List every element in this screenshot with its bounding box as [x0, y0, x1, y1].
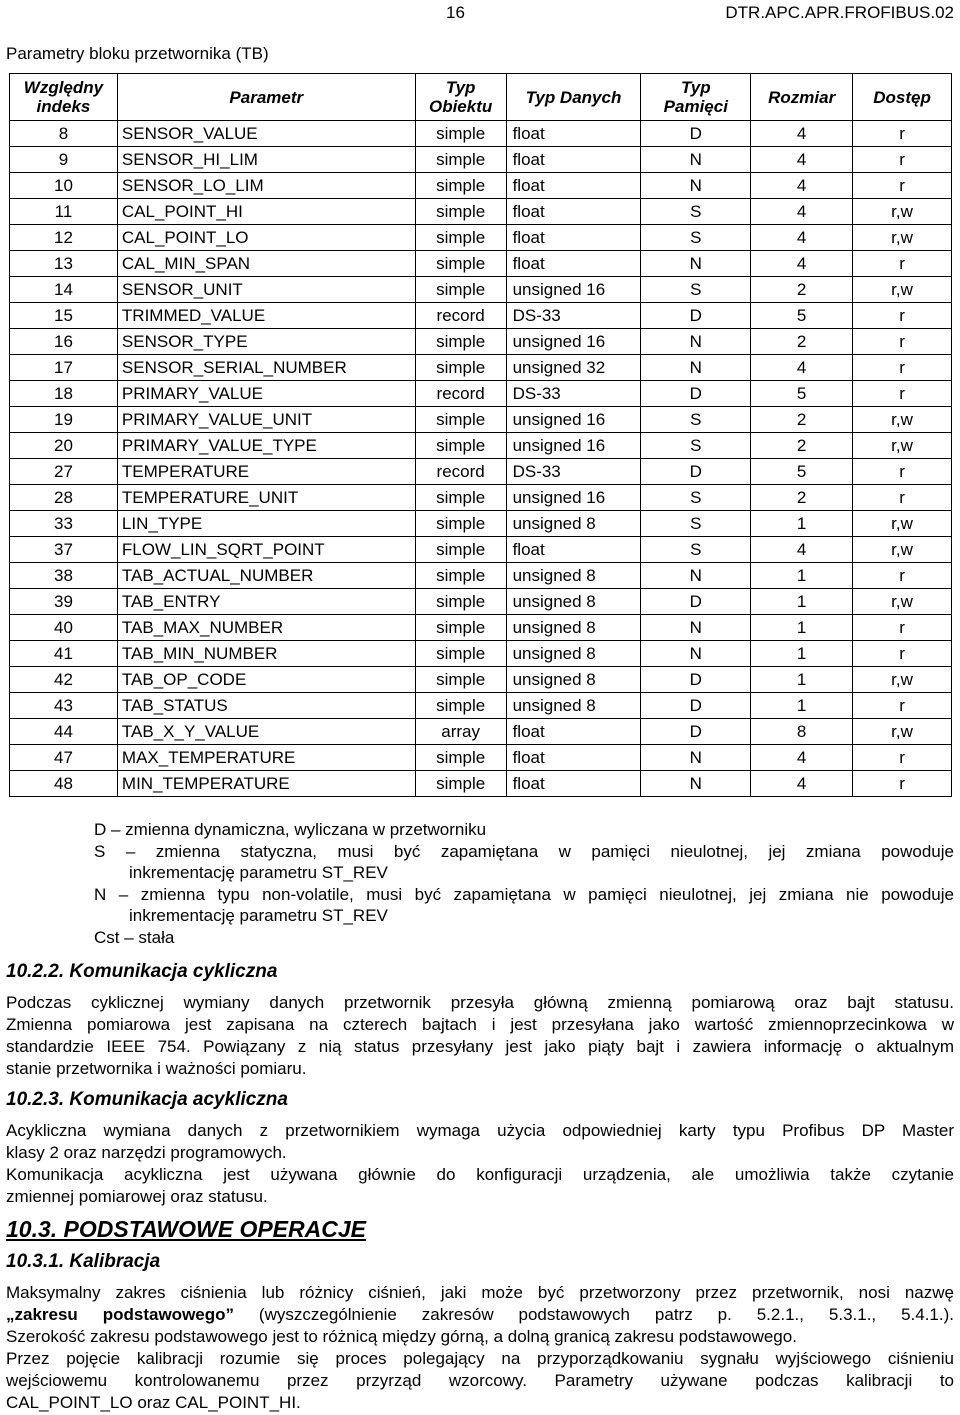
cell-index: 48 — [10, 771, 118, 797]
cell-parameter: LIN_TYPE — [117, 511, 415, 537]
cell-parameter: FLOW_LIN_SQRT_POINT — [117, 537, 415, 563]
table-row — [10, 225, 952, 251]
cell-memory-type: S — [641, 485, 751, 511]
cell-parameter: SENSOR_SERIAL_NUMBER — [117, 355, 415, 381]
cell-object-type: simple — [415, 147, 506, 173]
table-row — [10, 485, 952, 511]
cell-size: 4 — [751, 225, 853, 251]
cell-object-type: simple — [415, 251, 506, 277]
cell-parameter: TAB_STATUS — [117, 693, 415, 719]
cell-index: 37 — [10, 537, 118, 563]
table-row — [10, 641, 952, 667]
table-row — [10, 433, 952, 459]
cell-index: 42 — [10, 667, 118, 693]
cell-data-type: unsigned 16 — [506, 433, 641, 459]
cell-index: 11 — [10, 199, 118, 225]
cell-memory-type: D — [641, 459, 751, 485]
cell-memory-type: S — [641, 511, 751, 537]
cell-object-type: simple — [415, 355, 506, 381]
cell-memory-type: N — [641, 355, 751, 381]
cell-data-type: unsigned 8 — [506, 641, 641, 667]
cell-object-type: simple — [415, 485, 506, 511]
cell-size: 1 — [751, 641, 853, 667]
cell-memory-type: N — [641, 251, 751, 277]
cell-index: 14 — [10, 277, 118, 303]
cell-access: r — [853, 303, 952, 329]
cell-data-type: DS-33 — [506, 459, 641, 485]
table-row — [10, 745, 952, 771]
cell-data-type: float — [506, 251, 641, 277]
cell-size: 2 — [751, 407, 853, 433]
table-row — [10, 771, 952, 797]
cell-object-type: simple — [415, 225, 506, 251]
page-number: 16 — [446, 3, 465, 22]
cell-index: 40 — [10, 615, 118, 641]
cell-parameter: TAB_ACTUAL_NUMBER — [117, 563, 415, 589]
cell-object-type: simple — [415, 745, 506, 771]
cell-index: 47 — [10, 745, 118, 771]
legend-s: S – zmienna statyczna, musi być zapamiętana w pamięci nieulotnej, jej zmiana powoduje — [94, 842, 954, 861]
cell-size: 4 — [751, 771, 853, 797]
cell-access: r — [853, 173, 952, 199]
paragraph-calibration: Maksymalny zakres ciśnienia lub różnicy ciśnień, jaki może być przetworzony przez przetwornik, nosi nazwę „zakresu podstawowego” (wyszczególnienie zakresów podstawowych patrz p. 5.2.1., 5.3.1., 5.4.1.). Szerokość zakresu podstawowego jest to różnicą między górną, a dolną granicą zakresu podstawowego. Przez pojęcie kalibracji rozumie się proces polegający na przyporządkowaniu sygnału wyjściowego ciśnieniu wejściowemu kontrolowanemu przez przyrząd wzorcowy. Parametry używane podczas kalibracji to CAL_POINT_LO oraz CAL_POINT_HI. — [6, 1283, 954, 1412]
cell-access: r,w — [853, 199, 952, 225]
cell-object-type: simple — [415, 511, 506, 537]
cell-data-type: float — [506, 173, 641, 199]
cell-access: r — [853, 693, 952, 719]
cell-access: r — [853, 121, 952, 147]
cell-parameter: TEMPERATURE_UNIT — [117, 485, 415, 511]
cell-access: r — [853, 251, 952, 277]
cell-memory-type: N — [641, 173, 751, 199]
cell-index: 20 — [10, 433, 118, 459]
cell-parameter: TAB_ENTRY — [117, 589, 415, 615]
cell-data-type: float — [506, 225, 641, 251]
cell-memory-type: N — [641, 771, 751, 797]
cell-parameter: TAB_MAX_NUMBER — [117, 615, 415, 641]
cell-access: r,w — [853, 667, 952, 693]
cell-memory-type: D — [641, 121, 751, 147]
cell-object-type: simple — [415, 537, 506, 563]
cell-memory-type: N — [641, 745, 751, 771]
legend-n-cont: inkrementację parametru ST_REV — [129, 906, 388, 925]
cell-access: r,w — [853, 225, 952, 251]
heading-basic-operations: 10.3. PODSTAWOWE OPERACJE — [6, 1216, 366, 1242]
table-row — [10, 537, 952, 563]
cell-index: 18 — [10, 381, 118, 407]
cell-memory-type: N — [641, 147, 751, 173]
cell-size: 5 — [751, 303, 853, 329]
cell-data-type: unsigned 8 — [506, 693, 641, 719]
cell-object-type: simple — [415, 433, 506, 459]
cell-object-type: simple — [415, 693, 506, 719]
basic-range-term: „zakresu podstawowego” — [6, 1305, 235, 1324]
header-object-type: Typ Obiektu — [415, 74, 506, 121]
cell-size: 1 — [751, 667, 853, 693]
cell-object-type: simple — [415, 771, 506, 797]
cell-data-type: unsigned 8 — [506, 615, 641, 641]
cell-index: 8 — [10, 121, 118, 147]
cell-object-type: simple — [415, 615, 506, 641]
legend-n: N – zmienna typu non-volatile, musi być zapamiętana w pamięci nieulotnej, jej zmiana nie powoduje — [94, 885, 954, 904]
cell-size: 4 — [751, 173, 853, 199]
cell-index: 16 — [10, 329, 118, 355]
table-row — [10, 381, 952, 407]
table-row — [10, 693, 952, 719]
cell-object-type: simple — [415, 329, 506, 355]
cell-memory-type: N — [641, 563, 751, 589]
cell-parameter: SENSOR_LO_LIM — [117, 173, 415, 199]
cell-parameter: TAB_MIN_NUMBER — [117, 641, 415, 667]
cell-parameter: SENSOR_UNIT — [117, 277, 415, 303]
header-index: Względny indeks — [10, 74, 118, 121]
cell-index: 27 — [10, 459, 118, 485]
cell-size: 5 — [751, 381, 853, 407]
cell-access: r — [853, 381, 952, 407]
cell-memory-type: D — [641, 719, 751, 745]
table-row — [10, 173, 952, 199]
cell-data-type: DS-33 — [506, 303, 641, 329]
cell-parameter: SENSOR_VALUE — [117, 121, 415, 147]
header-parameter: Parametr — [117, 74, 415, 121]
cell-data-type: unsigned 8 — [506, 589, 641, 615]
cell-object-type: array — [415, 719, 506, 745]
cell-index: 41 — [10, 641, 118, 667]
header-access: Dostęp — [853, 74, 952, 121]
cell-data-type: float — [506, 199, 641, 225]
table-row — [10, 667, 952, 693]
cell-size: 2 — [751, 485, 853, 511]
cell-memory-type: S — [641, 537, 751, 563]
cell-access: r — [853, 355, 952, 381]
cell-access: r — [853, 563, 952, 589]
cell-object-type: simple — [415, 589, 506, 615]
cell-parameter: TAB_OP_CODE — [117, 667, 415, 693]
cell-size: 1 — [751, 693, 853, 719]
cell-data-type: float — [506, 719, 641, 745]
table-row — [10, 329, 952, 355]
cell-data-type: float — [506, 121, 641, 147]
cell-memory-type: D — [641, 693, 751, 719]
cell-parameter: CAL_MIN_SPAN — [117, 251, 415, 277]
cell-index: 10 — [10, 173, 118, 199]
cell-index: 17 — [10, 355, 118, 381]
cell-access: r,w — [853, 433, 952, 459]
cell-object-type: simple — [415, 641, 506, 667]
table-caption: Parametry bloku przetwornika (TB) — [6, 44, 269, 63]
cell-access: r — [853, 745, 952, 771]
table-row — [10, 563, 952, 589]
cell-memory-type: D — [641, 667, 751, 693]
cell-access: r,w — [853, 719, 952, 745]
cell-size: 4 — [751, 199, 853, 225]
cell-parameter: MIN_TEMPERATURE — [117, 771, 415, 797]
cell-object-type: record — [415, 303, 506, 329]
table-row — [10, 407, 952, 433]
cell-parameter: CAL_POINT_LO — [117, 225, 415, 251]
cell-parameter: TEMPERATURE — [117, 459, 415, 485]
cell-access: r,w — [853, 589, 952, 615]
cell-parameter: TAB_X_Y_VALUE — [117, 719, 415, 745]
cell-memory-type: N — [641, 329, 751, 355]
cell-parameter: PRIMARY_VALUE — [117, 381, 415, 407]
legend — [94, 819, 954, 948]
cell-access: r,w — [853, 537, 952, 563]
header-size: Rozmiar — [751, 74, 853, 121]
cell-index: 13 — [10, 251, 118, 277]
cell-size: 4 — [751, 121, 853, 147]
cell-index: 28 — [10, 485, 118, 511]
cell-data-type: float — [506, 537, 641, 563]
cell-data-type: unsigned 8 — [506, 667, 641, 693]
heading-acyclic: 10.2.3. Komunikacja acykliczna — [6, 1089, 288, 1110]
cell-size: 4 — [751, 537, 853, 563]
table-row — [10, 199, 952, 225]
cell-memory-type: N — [641, 615, 751, 641]
table-header-row — [10, 74, 952, 121]
cell-memory-type: N — [641, 641, 751, 667]
cell-size: 5 — [751, 459, 853, 485]
cell-size: 4 — [751, 147, 853, 173]
cell-memory-type: S — [641, 225, 751, 251]
cell-parameter: CAL_POINT_HI — [117, 199, 415, 225]
table-row — [10, 589, 952, 615]
cell-memory-type: D — [641, 381, 751, 407]
cell-index: 44 — [10, 719, 118, 745]
cell-data-type: float — [506, 745, 641, 771]
legend-cst: Cst – stała — [94, 928, 175, 947]
cell-access: r — [853, 771, 952, 797]
cell-object-type: record — [415, 459, 506, 485]
cell-parameter: TRIMMED_VALUE — [117, 303, 415, 329]
cell-index: 43 — [10, 693, 118, 719]
cell-data-type: float — [506, 771, 641, 797]
cell-index: 15 — [10, 303, 118, 329]
cell-data-type: unsigned 16 — [506, 329, 641, 355]
cell-data-type: unsigned 32 — [506, 355, 641, 381]
cell-access: r — [853, 485, 952, 511]
legend-d: D – zmienna dynamiczna, wyliczana w przetworniku — [94, 820, 487, 839]
document-code: DTR.APC.APR.FROFIBUS.02 — [725, 3, 954, 22]
cell-memory-type: S — [641, 277, 751, 303]
cell-index: 19 — [10, 407, 118, 433]
cell-access: r — [853, 641, 952, 667]
cell-data-type: unsigned 16 — [506, 485, 641, 511]
cell-memory-type: D — [641, 303, 751, 329]
cell-parameter: SENSOR_TYPE — [117, 329, 415, 355]
table-row — [10, 511, 952, 537]
table-row — [10, 277, 952, 303]
cell-index: 39 — [10, 589, 118, 615]
legend-s-cont: inkrementację parametru ST_REV — [129, 863, 388, 882]
table-row — [10, 303, 952, 329]
cell-parameter: PRIMARY_VALUE_UNIT — [117, 407, 415, 433]
table-row — [10, 121, 952, 147]
cell-memory-type: S — [641, 433, 751, 459]
table-row — [10, 147, 952, 173]
cell-data-type: unsigned 16 — [506, 407, 641, 433]
table-row — [10, 459, 952, 485]
cell-memory-type: S — [641, 199, 751, 225]
cell-object-type: simple — [415, 277, 506, 303]
header-memory-type: Typ Pamięci — [641, 74, 751, 121]
cell-size: 4 — [751, 745, 853, 771]
header-data-type: Typ Danych — [506, 74, 641, 121]
table-row — [10, 615, 952, 641]
cell-access: r — [853, 147, 952, 173]
cell-size: 4 — [751, 251, 853, 277]
cell-object-type: record — [415, 381, 506, 407]
cell-size: 2 — [751, 329, 853, 355]
cell-object-type: simple — [415, 199, 506, 225]
cell-object-type: simple — [415, 563, 506, 589]
cell-object-type: simple — [415, 667, 506, 693]
table-row — [10, 355, 952, 381]
cell-parameter: MAX_TEMPERATURE — [117, 745, 415, 771]
cell-index: 9 — [10, 147, 118, 173]
cell-parameter: PRIMARY_VALUE_TYPE — [117, 433, 415, 459]
paragraph-cyclic: Podczas cyklicznej wymiany danych przetwornik przesyła główną zmienną pomiarową oraz bajt statusu. Zmienna pomiarowa jest zapisana na czterech bajtach i jest przesyłana jako wartość zmiennoprzecinkowa w standardzie IEEE 754. Powiązany z nią status przesyłany jest jako piąty bajt i zawiera informację o aktualnym stanie przetwornika i ważności pomiaru. — [6, 993, 954, 1078]
transducer-block-table — [9, 73, 952, 797]
cell-index: 12 — [10, 225, 118, 251]
cell-data-type: unsigned 8 — [506, 563, 641, 589]
cell-size: 1 — [751, 563, 853, 589]
cell-size: 4 — [751, 355, 853, 381]
table-row — [10, 719, 952, 745]
cell-memory-type: S — [641, 407, 751, 433]
heading-cyclic: 10.2.2. Komunikacja cykliczna — [6, 961, 278, 982]
cell-object-type: simple — [415, 121, 506, 147]
cell-memory-type: D — [641, 589, 751, 615]
cell-size: 1 — [751, 511, 853, 537]
cell-size: 8 — [751, 719, 853, 745]
heading-calibration: 10.3.1. Kalibracja — [6, 1251, 161, 1272]
cell-access: r,w — [853, 407, 952, 433]
cell-parameter: SENSOR_HI_LIM — [117, 147, 415, 173]
cell-size: 1 — [751, 615, 853, 641]
cell-access: r,w — [853, 277, 952, 303]
table-row — [10, 251, 952, 277]
cell-access: r — [853, 329, 952, 355]
cell-access: r — [853, 615, 952, 641]
cell-size: 1 — [751, 589, 853, 615]
cell-data-type: DS-33 — [506, 381, 641, 407]
cell-access: r,w — [853, 511, 952, 537]
cell-index: 38 — [10, 563, 118, 589]
cell-object-type: simple — [415, 173, 506, 199]
cell-data-type: unsigned 16 — [506, 277, 641, 303]
paragraph-acyclic: Acykliczna wymiana danych z przetwornikiem wymaga użycia odpowiedniej karty typu Profibus DP Master klasy 2 oraz narzędzi programowych. Komunikacja acykliczna jest używana głównie do konfiguracji urządzenia, ale umożliwia także czytanie zmiennej pomiarowej oraz statusu. — [6, 1121, 954, 1206]
cell-data-type: unsigned 8 — [506, 511, 641, 537]
cell-object-type: simple — [415, 407, 506, 433]
cell-data-type: float — [506, 147, 641, 173]
cell-size: 2 — [751, 277, 853, 303]
cell-index: 33 — [10, 511, 118, 537]
cell-access: r — [853, 459, 952, 485]
cell-size: 2 — [751, 433, 853, 459]
